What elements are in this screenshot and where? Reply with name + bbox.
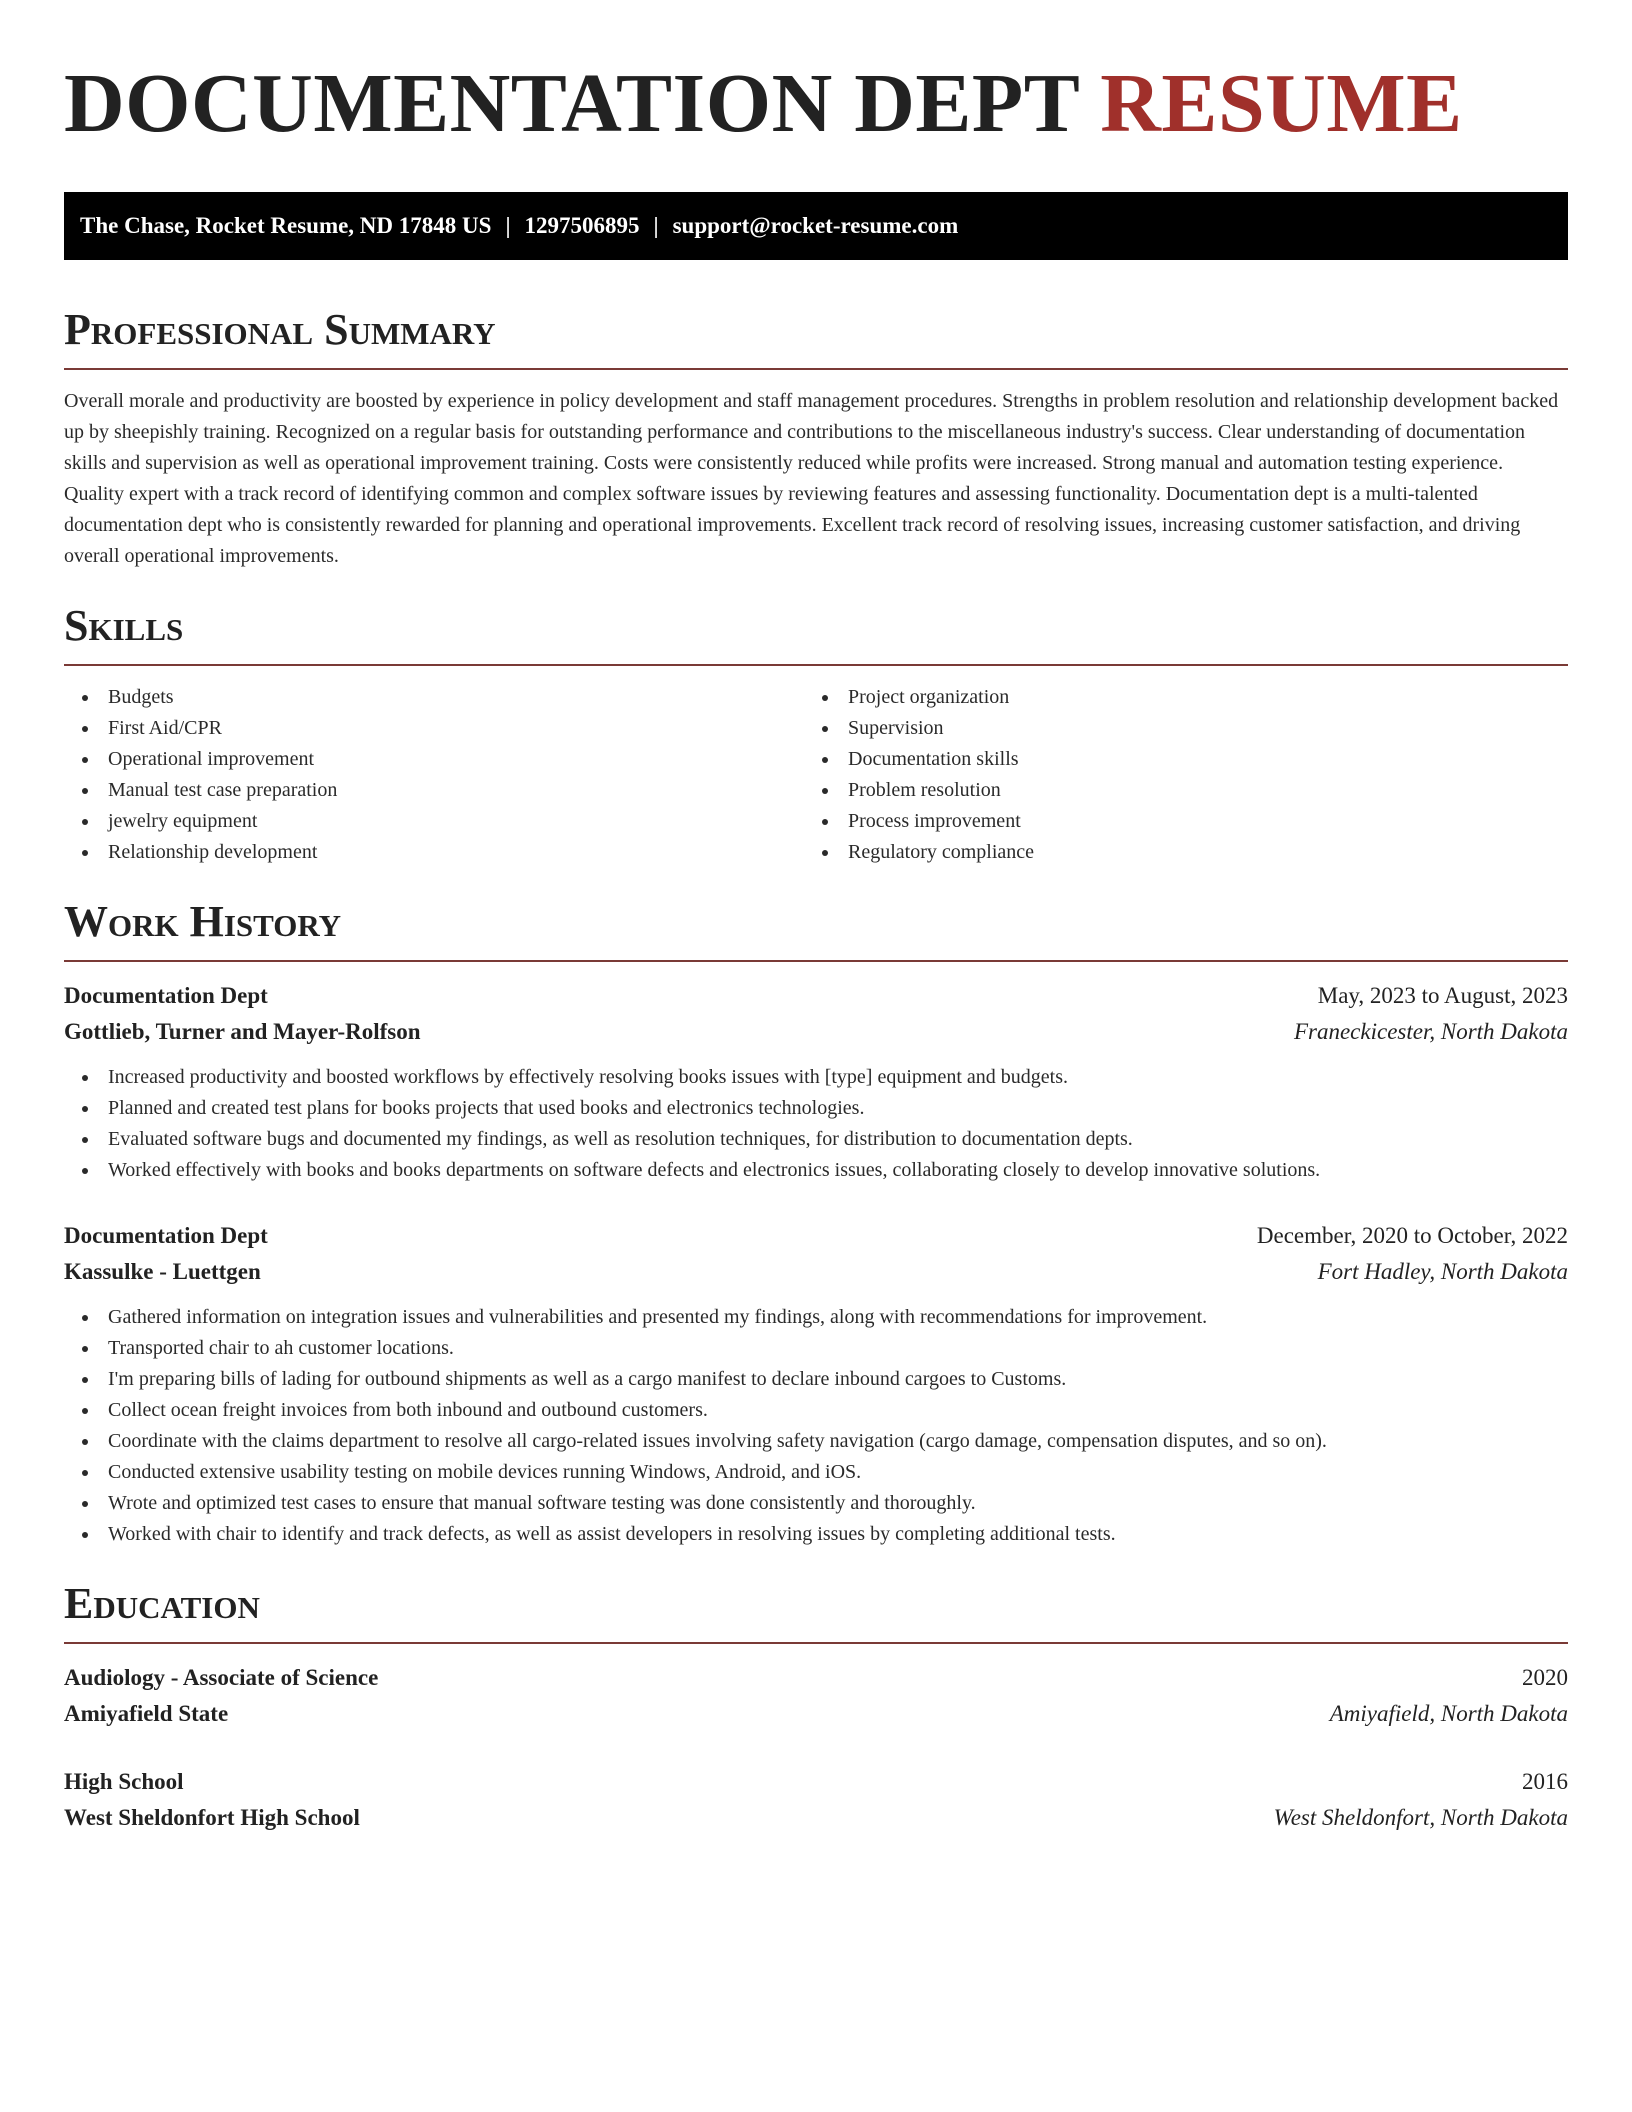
education-location: West Sheldonfort, North Dakota [1273,1805,1568,1830]
skill-item: Problem resolution [804,775,1544,806]
summary-text: Overall morale and productivity are boosted by experience in policy development and staff management procedures. Strengths in problem resolution and relationship development backed up by sheepishly training. Recognized on a regular basis for outstanding performance and contributions to the miscellaneous industry's success. Clear understanding of documentation skills and supervision as well as operational improvement training. Costs were consistently reduced while profits were increased. Strong manual and automation testing experience. Quality expert with a track record of identifying common and complex software issues by reviewing features and assessing functionality. Documentation dept is a multi-talented documentation dept who is consistently rewarded for planning and operational improvements. Excellent track record of resolving issues, increasing customer satisfaction, and driving overall operational improvements. [64,390,1559,567]
job-bullet: Evaluated software bugs and documented my findings, as well as resolution techniques, for distribution to documentation depts. [64,1124,1568,1155]
skills-title: Skills [64,601,184,650]
skills-columns [64,682,1568,868]
job-bullet: I'm preparing bills of lading for outbound shipments as well as a cargo manifest to declare inbound cargoes to Customs. [64,1364,1568,1395]
job-bullet: Increased productivity and boosted workflows by effectively resolving books issues with [type] equipment and budgets. [64,1062,1568,1093]
skill-item: Supervision [804,713,1544,744]
job-bullet: Coordinate with the claims department to resolve all cargo-related issues involving safety navigation (cargo damage, compensation disputes, and so on). [64,1426,1568,1457]
skill-item: Operational improvement [64,744,804,775]
education-year: 2016 [1522,1769,1568,1794]
skill-item: jewelry equipment [64,806,804,837]
job-role: Documentation Dept [64,1223,268,1248]
skills-section [64,602,1568,868]
skill-item: Manual test case preparation [64,775,804,806]
section-divider [64,960,1568,962]
section-divider [64,664,1568,666]
job-entry [64,1218,1568,1550]
job-bullets [64,1302,1568,1550]
education-school: West Sheldonfort High School [64,1805,360,1830]
resume-name [64,58,1568,150]
job-location: Fort Hadley, North Dakota [1317,1259,1568,1284]
education-year: 2020 [1522,1665,1568,1690]
skill-item: Documentation skills [804,744,1544,775]
education-degree: Audiology - Associate of Science [64,1665,379,1690]
job-bullet: Gathered information on integration issues and vulnerabilities and presented my findings, along with recommendations for improvement. [64,1302,1568,1333]
skills-list-left [64,682,804,868]
summary-section [64,306,1568,572]
job-company: Gottlieb, Turner and Mayer-Rolfson [64,1019,421,1044]
section-divider [64,1642,1568,1644]
skill-item: Process improvement [804,806,1544,837]
work-title: Work History [64,897,342,946]
contact-separator: | [505,213,511,238]
work-section [64,898,1568,1550]
contact-bar [64,192,1568,260]
job-bullet: Conducted extensive usability testing on mobile devices running Windows, Android, and iOS. [64,1457,1568,1488]
job-bullet: Worked with chair to identify and track defects, as well as assist developers in resolving issues by completing additional tests. [64,1519,1568,1550]
job-bullet: Planned and created test plans for books projects that used books and electronics technologies. [64,1093,1568,1124]
skill-item: Relationship development [64,837,804,868]
skills-list-right [804,682,1544,868]
skill-item: Budgets [64,682,804,713]
contact-address: The Chase, Rocket Resume, ND 17848 US [80,213,492,238]
job-bullet: Wrote and optimized test cases to ensure that manual software testing was done consistently and thoroughly. [64,1488,1568,1519]
job-bullet: Worked effectively with books and books departments on software defects and electronics issues, collaborating closely to develop innovative solutions. [64,1155,1568,1186]
job-bullet: Transported chair to ah customer locations. [64,1333,1568,1364]
contact-phone: 1297506895 [524,213,640,238]
education-section [64,1580,1568,1836]
job-location: Franeckicester, North Dakota [1293,1019,1568,1044]
education-location: Amiyafield, North Dakota [1329,1701,1568,1726]
skill-item: Project organization [804,682,1544,713]
education-school: Amiyafield State [64,1701,229,1726]
contact-email: support@rocket-resume.com [672,213,959,238]
job-company: Kassulke - Luettgen [64,1259,261,1284]
education-entry [64,1764,1568,1836]
name-accent: RESUME [1100,57,1463,150]
job-bullet: Collect ocean freight invoices from both inbound and outbound customers. [64,1395,1568,1426]
summary-title: Professional Summary [64,305,496,354]
education-title: Education [64,1579,260,1628]
skill-item: Regulatory compliance [804,837,1544,868]
education-entry [64,1660,1568,1732]
section-divider [64,368,1568,370]
job-dates: May, 2023 to August, 2023 [1317,983,1568,1008]
job-dates: December, 2020 to October, 2022 [1256,1223,1568,1248]
skill-item: First Aid/CPR [64,713,804,744]
job-role: Documentation Dept [64,983,268,1008]
job-bullets [64,1062,1568,1186]
job-entry [64,978,1568,1186]
education-degree: High School [64,1769,184,1794]
name-main: DOCUMENTATION DEPT [64,57,1079,150]
contact-separator: | [653,213,659,238]
